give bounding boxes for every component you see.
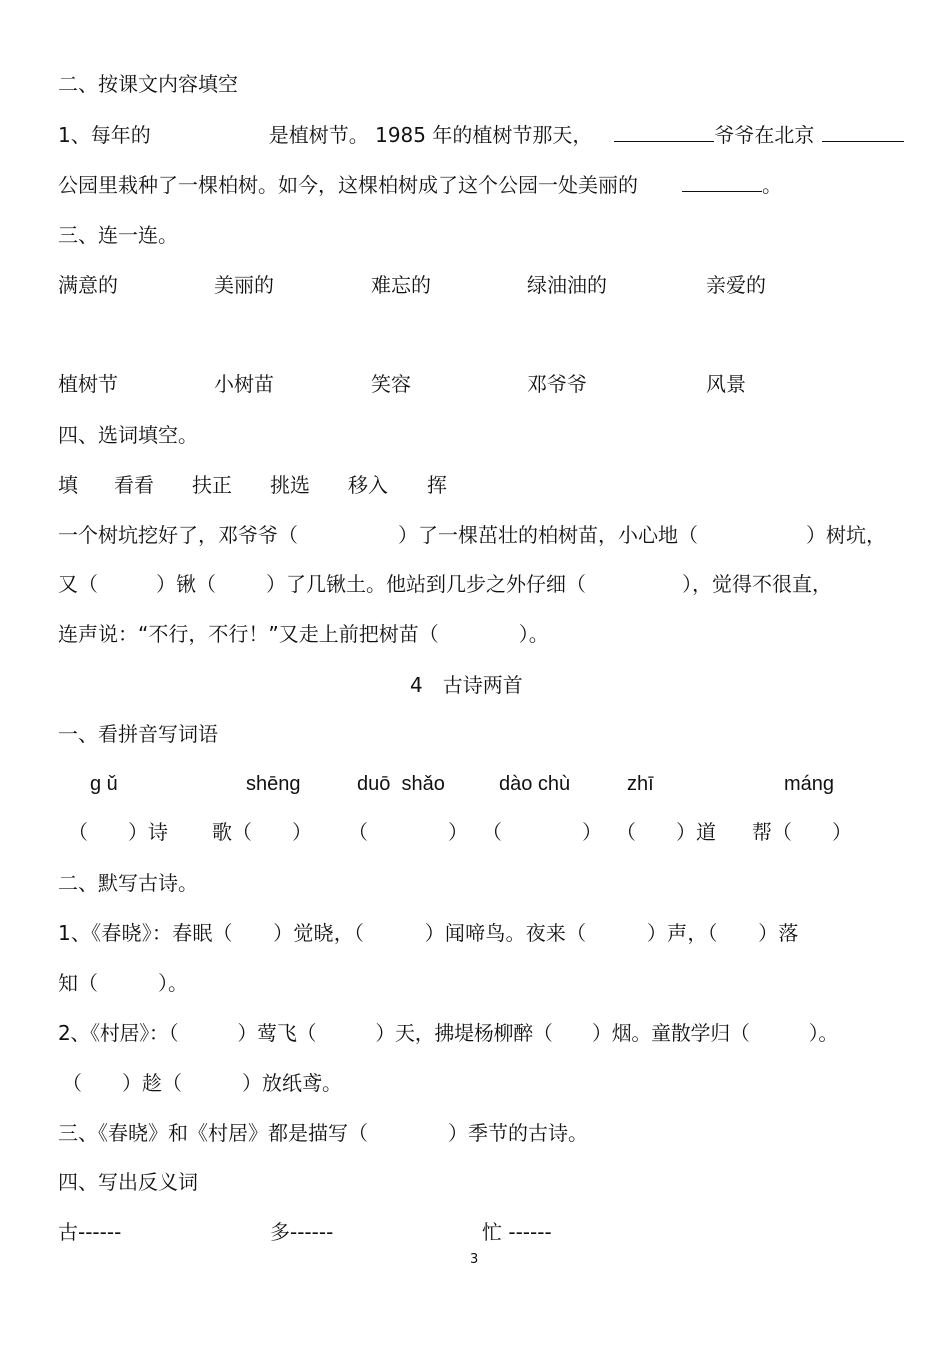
word-choice: 挑选 [270, 473, 310, 497]
pinyin-label: dào chù [499, 773, 571, 795]
passage-text: ）了一棵茁壮的柏树苗，小心地（ [398, 523, 698, 547]
match-item: 美丽的 [214, 273, 274, 297]
poem-line: 知（ ）。 [58, 971, 188, 995]
passage-line [58, 571, 832, 597]
pinyin-answer-blank: 歌（ ） [212, 820, 312, 844]
blank-line [822, 123, 904, 142]
antonym-item: 古------ [58, 1220, 122, 1244]
passage-line [58, 522, 886, 548]
lesson-title: 4 古诗两首 [410, 673, 523, 697]
match-item: 植树节 [58, 372, 118, 396]
passage-text: ），觉得不很直， [682, 572, 832, 596]
question-line: 三、《春晓》和《村居》都是描写（ ）季节的古诗。 [58, 1121, 588, 1145]
passage-text: 又（ [58, 572, 98, 596]
match-item: 满意的 [58, 273, 118, 297]
pinyin-answer-blank: （ ） [482, 820, 602, 844]
poem-line: 2、《村居》：（ ）莺飞（ ）天，拂堤杨柳醉（ ）烟。童散学归（ ）。 [58, 1021, 839, 1045]
fill-blank-question [58, 172, 782, 198]
antonym-item: 忙 ------ [482, 1220, 552, 1244]
passage-text: ）。 [518, 622, 549, 646]
word-choice: 看看 [114, 473, 154, 497]
fill-blank-question [58, 122, 904, 148]
match-item: 绿油油的 [527, 273, 607, 297]
poem-line: 1、《春晓》：春眠（ ）觉晓，（ ）闻啼鸟。夜来（ ）声，（ ）落 [58, 921, 799, 945]
section-heading: 一、看拼音写词语 [58, 722, 218, 746]
pinyin-label: máng [784, 773, 835, 795]
pinyin-answer-blank: （ ）道 [616, 820, 716, 844]
antonym-item: 多------ [270, 1220, 334, 1244]
section-heading: 四、选词填空。 [58, 423, 198, 447]
match-item: 风景 [706, 372, 746, 396]
section-heading: 二、按课文内容填空 [58, 72, 238, 96]
blank-line [682, 173, 762, 192]
pinyin-label: duō shǎo [357, 773, 445, 795]
question-text: 公园里栽种了一棵柏树。如今，这棵柏树成了这个公园一处美丽的 [58, 173, 638, 197]
section-heading: 三、连一连。 [58, 223, 178, 247]
pinyin-label: zhī [627, 773, 654, 795]
blank-line [614, 123, 714, 142]
match-item: 小树苗 [214, 372, 274, 396]
match-item: 笑容 [371, 372, 411, 396]
word-choice: 扶正 [192, 473, 232, 497]
question-text: 。 [762, 173, 782, 197]
question-text: 1、每年的 [58, 123, 151, 147]
poem-line: （ ）趁（ ）放纸鸢。 [62, 1071, 342, 1095]
question-text: 爷爷在北京 [714, 123, 815, 147]
section-heading: 二、默写古诗。 [58, 871, 198, 895]
section-heading: 四、写出反义词 [58, 1170, 198, 1194]
word-choice: 填 [58, 473, 78, 497]
passage-text: 一个树坑挖好了，邓爷爷（ [58, 523, 298, 547]
match-item: 邓爷爷 [527, 372, 587, 396]
page-number: 3 [470, 1252, 479, 1267]
pinyin-answer-blank: （ ）诗 [68, 820, 168, 844]
question-text: 是植树节。 1985 年的植树节那天， [268, 123, 593, 147]
match-item: 难忘的 [371, 273, 431, 297]
word-choice: 移入 [348, 473, 388, 497]
passage-text: 连声说：“不行，不行！”又走上前把树苗（ [58, 622, 439, 646]
passage-text: ）锹（ [156, 572, 216, 596]
passage-line [58, 621, 549, 647]
passage-text: ）树坑， [806, 523, 886, 547]
pinyin-label: g ǔ [90, 773, 118, 795]
pinyin-answer-blank: 帮（ ） [752, 820, 852, 844]
pinyin-label: shēng [246, 773, 301, 795]
pinyin-answer-blank: （ ） [348, 820, 468, 844]
match-item: 亲爱的 [706, 273, 766, 297]
word-choice: 挥 [427, 473, 447, 497]
passage-text: ）了几锹土。他站到几步之外仔细（ [266, 572, 586, 596]
